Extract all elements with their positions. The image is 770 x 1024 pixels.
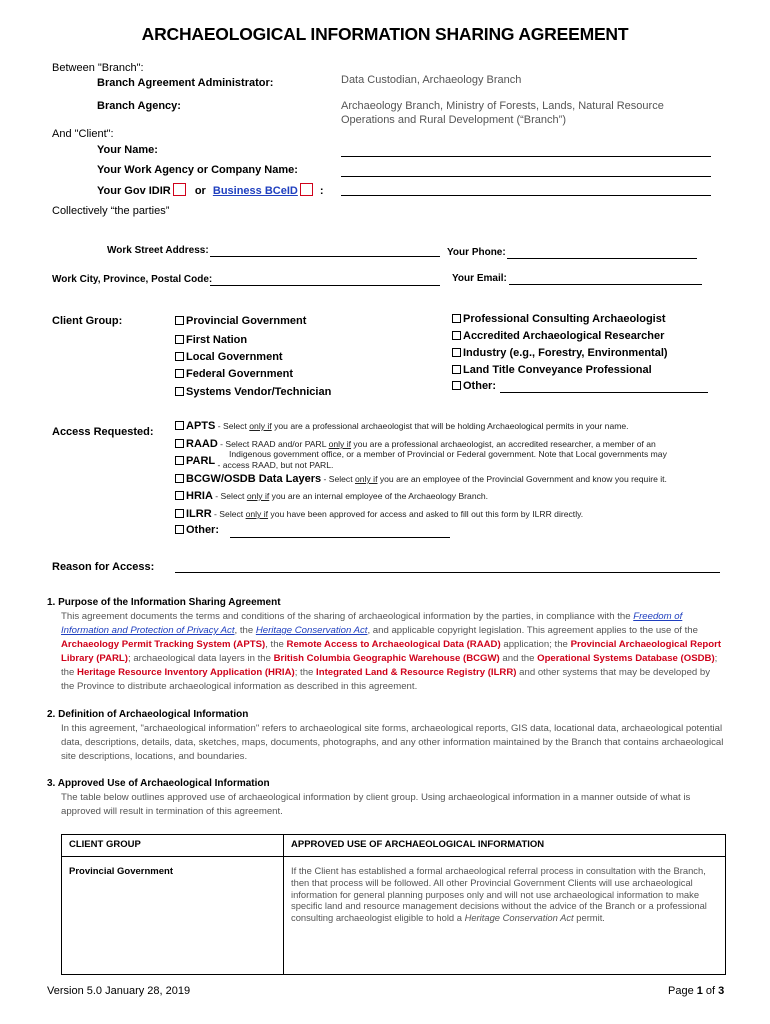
section-2-body: In this agreement, "archaeological information" refers to archaeological site forms, archaeological reports, GIS data, locational data, archaeological potential data, descriptions, details, data, sketches, maps, documents, photographs, and any other information maintained by the Branch that contains archaeological site descriptions, locations, and boundaries.: [61, 723, 724, 762]
client-name-field[interactable]: [341, 156, 711, 157]
section-2-title: 2. Definition of Archaeological Information: [47, 709, 249, 720]
approved-use-table: [61, 834, 726, 975]
work-street-field[interactable]: [210, 256, 440, 257]
checkbox[interactable]: [452, 331, 461, 340]
checkbox[interactable]: [175, 456, 184, 465]
table-header-client-group: CLIENT GROUP: [62, 835, 284, 857]
cg-federal-government[interactable]: Federal Government: [175, 368, 293, 380]
work-city-field[interactable]: [210, 285, 440, 286]
client-group-label: Client Group:: [52, 315, 123, 327]
checkbox[interactable]: [175, 525, 184, 534]
document-title: ARCHAEOLOGICAL INFORMATION SHARING AGREEMENT: [141, 24, 629, 44]
id-colon: :: [319, 185, 324, 197]
cg-first-nation[interactable]: First Nation: [175, 334, 247, 346]
collectively-label: Collectively “the parties”: [52, 205, 170, 217]
checkbox[interactable]: [175, 352, 184, 361]
access-requested-label: Access Requested:: [52, 426, 154, 438]
checkbox[interactable]: [452, 365, 461, 374]
client-id-field[interactable]: [341, 195, 711, 196]
reason-for-access-field[interactable]: [175, 572, 720, 573]
footer-page-number: Page 1 of 3: [668, 985, 725, 997]
checkbox[interactable]: [175, 369, 184, 378]
client-agency-label: Your Work Agency or Company Name:: [97, 164, 298, 176]
cg-other-field[interactable]: [500, 392, 708, 393]
access-raad-desc-line2: Indigenous government office, or a member of Provincial or Federal government. Note that Local governments may: [229, 449, 667, 459]
section-3-title: 3. Approved Use of Archaeological Information: [47, 778, 270, 789]
work-city-label: Work City, Province, Postal Code:: [52, 274, 213, 285]
business-bceid-checkbox[interactable]: [300, 183, 313, 196]
checkbox[interactable]: [175, 509, 184, 518]
cg-provincial-government[interactable]: Provincial Government: [175, 315, 306, 327]
gov-idir-label: Your Gov IDIR: [97, 185, 171, 197]
phone-label: Your Phone:: [447, 247, 506, 258]
table-cell-approved-use: If the Client has established a formal archaeological referral process in consultation with the Branch, then that process will be followed. All other Provincial Government Clients will use archaeological information for general planning purposes only and will not use archaeological information to make specific land and resource management decisions without the advice of the Branch or a professional consulting archaeologist eligible to hold a Heritage Conservation Act permit.: [284, 857, 726, 975]
cg-professional-consulting-archaeologist[interactable]: Professional Consulting Archaeologist: [452, 313, 666, 325]
reason-for-access-label: Reason for Access:: [52, 561, 155, 573]
section-1-body: This agreement documents the terms and conditions of the sharing of archaeological information by the parties, in compliance with the Freedom of Information and Protection of Privacy Act, the Heritage Conservation Act, and applicable copyright legislation. This agreement applies to the use of the Archaeology Permit Tracking System (APTS), the Remote Access to Archaeological Data (RAAD) application; the Provincial Archaeological Report Library (PARL); archaeological data layers in the British Columbia Geographic Warehouse (BCGW) and the Operational Systems Database (OSDB); the Heritage Resource Inventory Application (HRIA); the Integrated Land & Resource Registry (ILRR) and other systems that may be developed by the Province to distribute archaeological information as described in this agreement.: [61, 611, 722, 692]
email-label: Your Email:: [452, 273, 507, 284]
table-header-approved-use: APPROVED USE OF ARCHAEOLOGICAL INFORMATION: [284, 835, 726, 857]
branch-agency-value-line1: Archaeology Branch, Ministry of Forests, Lands, Natural Resource: [341, 100, 664, 112]
cg-industry[interactable]: Industry (e.g., Forestry, Environmental): [452, 347, 668, 359]
footer-version: Version 5.0 January 28, 2019: [47, 985, 191, 997]
email-field[interactable]: [509, 284, 702, 285]
checkbox[interactable]: [175, 387, 184, 396]
access-other[interactable]: Other:: [175, 524, 219, 536]
access-apts[interactable]: APTS - Select only if you are a professional archaeologist that will be holding Archaeological permits in your name.: [175, 420, 629, 432]
foippa-link[interactable]: Freedom of Information and Protection of Privacy Act: [61, 611, 683, 636]
cg-systems-vendor[interactable]: Systems Vendor/Technician: [175, 386, 331, 398]
checkbox[interactable]: [452, 314, 461, 323]
cg-accredited-researcher[interactable]: Accredited Archaeological Researcher: [452, 330, 664, 342]
checkbox[interactable]: [175, 491, 184, 500]
section-3-body: The table below outlines approved use of archaeological information by client group. Using archaeological information in a manner outside of what is approved will result in termination of this agreement.: [61, 792, 691, 817]
branch-admin-label: Branch Agreement Administrator:: [97, 77, 274, 89]
access-parl[interactable]: PARL $_{- access RAAD, but not PARL.}$: [175, 455, 333, 467]
branch-admin-value: Data Custodian, Archaeology Branch: [341, 74, 522, 86]
or-label: or: [194, 185, 206, 197]
access-other-field[interactable]: [230, 537, 450, 538]
gov-idir-checkbox[interactable]: [173, 183, 186, 196]
cg-land-title-professional[interactable]: Land Title Conveyance Professional: [452, 364, 652, 376]
checkbox[interactable]: [175, 335, 184, 344]
branch-agency-label: Branch Agency:: [97, 100, 181, 112]
checkbox[interactable]: [175, 439, 184, 448]
access-ilrr[interactable]: ILRR - Select only if you have been approved for access and asked to fill out this form by ILRR directly.: [175, 508, 583, 520]
phone-field[interactable]: [507, 258, 697, 259]
access-hria[interactable]: HRIA - Select only if you are an internal employee of the Archaeology Branch.: [175, 490, 488, 502]
heritage-conservation-act-link[interactable]: Heritage Conservation Act: [255, 625, 368, 636]
checkbox[interactable]: [175, 316, 184, 325]
table-row: [62, 857, 726, 975]
client-agency-field[interactable]: [341, 176, 711, 177]
table-cell-client-group: Provincial Government: [62, 857, 284, 975]
table-header-row: [62, 835, 726, 857]
branch-agency-value-line2: Operations and Rural Development (“Branch”): [341, 114, 566, 126]
gov-idir-row: [97, 183, 324, 197]
checkbox[interactable]: [175, 474, 184, 483]
cg-other[interactable]: Other:: [452, 380, 496, 392]
access-raad[interactable]: RAAD - Select RAAD and/or PARL only if you are a professional archaeologist, an accredited researcher, a member of an: [175, 438, 656, 450]
business-bceid-link[interactable]: Business BCeID: [212, 185, 298, 197]
access-bcgw-osdb[interactable]: BCGW/OSDB Data Layers - Select only if you are an employee of the Provincial Government and know you require it.: [175, 473, 667, 485]
cg-local-government[interactable]: Local Government: [175, 351, 283, 363]
checkbox[interactable]: [452, 348, 461, 357]
and-client-label: And "Client":: [52, 128, 114, 140]
checkbox[interactable]: [175, 421, 184, 430]
client-name-label: Your Name:: [97, 144, 158, 156]
work-street-label: Work Street Address:: [107, 245, 209, 256]
between-branch-label: Between "Branch":: [52, 62, 144, 74]
section-1-title: 1. Purpose of the Information Sharing Agreement: [47, 597, 281, 608]
checkbox[interactable]: [452, 381, 461, 390]
